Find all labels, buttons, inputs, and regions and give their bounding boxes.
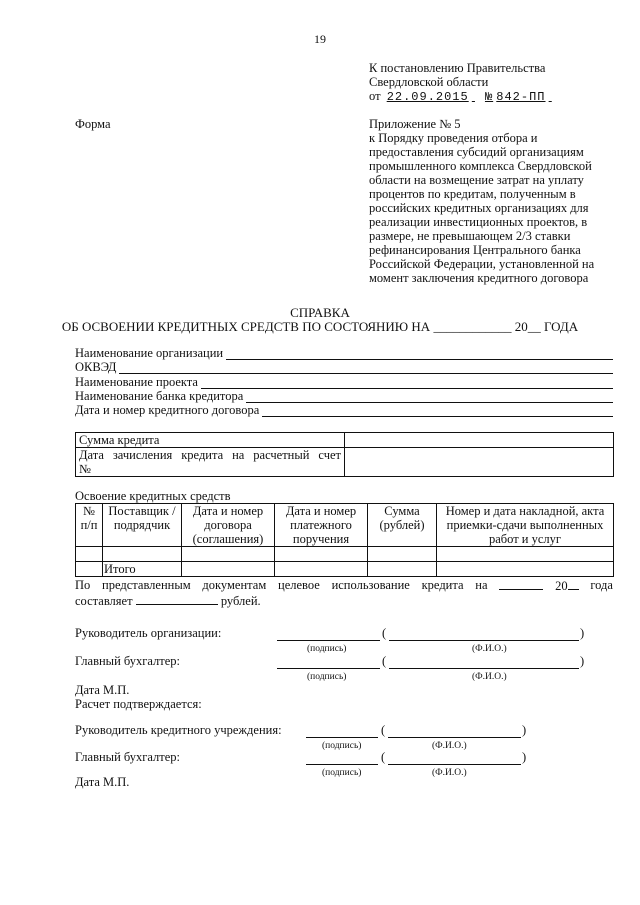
bank-head-signature-line[interactable] xyxy=(306,736,378,738)
chief-accountant-label: Главный бухгалтер: xyxy=(75,654,181,668)
decree-line-2: Свердловской области xyxy=(369,75,489,89)
bank-head-label: Руководитель кредитного учреждения: xyxy=(75,723,282,737)
table-cell[interactable] xyxy=(437,562,614,577)
credit-date-value[interactable] xyxy=(345,448,614,477)
org-head-label: Руководитель организации: xyxy=(75,626,222,640)
statement-word: представленным xyxy=(102,578,191,592)
date-stamp: Дата М.П. xyxy=(75,683,130,697)
appendix-line: процентов по кредитам, полученным в xyxy=(369,187,576,201)
header-contract xyxy=(182,504,275,547)
header-text: (соглашения) xyxy=(192,532,264,546)
org-head-signature-line[interactable] xyxy=(277,639,380,641)
chief-accountant-name-line[interactable] xyxy=(389,667,579,669)
project-name-label: Наименование проекта xyxy=(75,375,198,389)
signature-caption: (подпись) xyxy=(322,741,362,751)
statement-date-blank[interactable] xyxy=(499,578,543,590)
statement-year xyxy=(555,578,579,593)
contract-label: Дата и номер кредитного договора xyxy=(75,403,260,417)
name-caption: (Ф.И.О.) xyxy=(472,644,507,654)
form-label: Форма xyxy=(75,117,111,131)
decree-number-label: № xyxy=(484,90,494,104)
statement-word: По xyxy=(75,578,91,592)
header-text: Дата и номер xyxy=(285,504,357,518)
contract-field[interactable] xyxy=(75,403,613,417)
okved-line[interactable] xyxy=(119,362,613,374)
header-payment-order xyxy=(275,504,368,547)
year-prefix: 20 xyxy=(555,579,568,593)
paren-open: ( xyxy=(382,654,387,668)
credit-date-word: счет xyxy=(318,448,341,462)
paren-close: ) xyxy=(580,626,585,640)
appendix-block xyxy=(369,117,613,285)
appendix-line: области на возмещение затрат на уплату xyxy=(369,173,584,187)
credit-date-word: кредита xyxy=(181,448,224,462)
bank-name-field[interactable] xyxy=(75,389,613,403)
table-row xyxy=(76,433,614,448)
usage-table xyxy=(75,503,614,577)
appendix-line: момент заключения кредитного договора xyxy=(369,271,589,285)
name-caption: (Ф.И.О.) xyxy=(432,768,467,778)
table-header-row xyxy=(76,504,614,547)
usage-heading-text: Освоение кредитных средств xyxy=(75,489,231,503)
statement-line-1 xyxy=(75,578,613,593)
appendix-line: предоставления субсидий организациям xyxy=(369,145,584,159)
header-text: п/п xyxy=(80,518,98,532)
confirmation-label: Расчет подтверждается: xyxy=(75,697,202,711)
name-caption: (Ф.И.О.) xyxy=(432,741,467,751)
decree-from-label: от xyxy=(369,89,381,103)
table-row-total xyxy=(76,562,614,577)
table-row xyxy=(76,448,614,477)
statement-word: документам xyxy=(202,578,267,592)
table-cell[interactable] xyxy=(275,547,368,562)
decree-number: 842-ПП xyxy=(496,90,546,104)
header-text: договора xyxy=(204,518,252,532)
decree-line-1: К постановлению Правительства xyxy=(369,61,546,75)
statement-word: использование xyxy=(331,578,410,592)
paren-open: ( xyxy=(381,723,386,737)
bank-name-line[interactable] xyxy=(246,391,613,403)
decree-date: 22.09.2015 xyxy=(386,90,469,104)
decree-end-line xyxy=(549,89,557,103)
credit-table xyxy=(75,432,614,477)
signature-caption: (подпись) xyxy=(307,672,347,682)
header-invoice xyxy=(437,504,614,547)
org-name-line[interactable] xyxy=(226,348,613,360)
appendix-line: Российской Федерации, установленной на xyxy=(369,257,595,271)
credit-date-word: зачисления xyxy=(112,448,173,462)
header-text: Поставщик / xyxy=(108,504,176,518)
statement-line-2 xyxy=(75,593,261,608)
table-cell[interactable] xyxy=(275,562,368,577)
statement-word: составляет xyxy=(75,594,133,608)
header-text: поручения xyxy=(292,532,350,546)
table-cell[interactable] xyxy=(437,547,614,562)
table-cell xyxy=(76,562,103,577)
appendix-line: размере, не превышающем 2/3 ставки xyxy=(369,229,571,243)
statement-word: целевое xyxy=(278,578,320,592)
credit-date-word: Дата xyxy=(79,448,104,462)
table-cell[interactable] xyxy=(182,547,275,562)
chief-accountant-2-label: Главный бухгалтер: xyxy=(75,750,181,764)
header-text: платежного xyxy=(290,518,352,532)
header-supplier xyxy=(103,504,182,547)
table-cell[interactable] xyxy=(182,562,275,577)
okved-field[interactable] xyxy=(75,360,613,374)
project-name-field[interactable] xyxy=(75,375,613,389)
project-name-line[interactable] xyxy=(201,377,613,389)
header-text: подрядчик xyxy=(113,518,171,532)
signature-caption: (подпись) xyxy=(322,768,362,778)
page-number: 19 xyxy=(314,32,326,46)
paren-open: ( xyxy=(381,750,386,764)
appendix-line: российских кредитных организациях для xyxy=(369,201,589,215)
appendix-line: реализации инвестиционных проектов, в xyxy=(369,215,588,229)
document-title: СПРАВКА xyxy=(290,305,350,320)
statement-word: кредита xyxy=(421,578,464,592)
header-text: Сумма xyxy=(384,504,420,518)
paren-open: ( xyxy=(382,626,387,640)
statement-word: года xyxy=(590,578,613,592)
decree-gap-line xyxy=(472,89,482,103)
statement-amount-blank[interactable] xyxy=(136,593,218,605)
paren-close: ) xyxy=(522,750,527,764)
header-text: Дата и номер xyxy=(192,504,264,518)
statement-word: на xyxy=(475,578,488,592)
header-text: Номер и дата накладной, акта xyxy=(445,504,605,518)
header-number xyxy=(76,504,103,547)
credit-date-text xyxy=(79,448,341,462)
year-blank[interactable] xyxy=(568,578,579,590)
bank-head-name-line[interactable] xyxy=(388,736,521,738)
header-text: приемки-сдачи выполненных xyxy=(446,518,604,532)
appendix-line: к Порядку проведения отбора и xyxy=(369,131,538,145)
credit-date-word: расчетный xyxy=(253,448,310,462)
total-label: Итого xyxy=(103,562,182,577)
org-name-field[interactable] xyxy=(75,346,613,360)
org-name-label: Наименование организации xyxy=(75,346,224,360)
table-cell[interactable] xyxy=(76,547,103,562)
header-text: (рублей) xyxy=(379,518,425,532)
appendix-line: Приложение № 5 xyxy=(369,117,461,131)
credit-amount-label: Сумма кредита xyxy=(76,433,345,448)
table-cell[interactable] xyxy=(368,562,437,577)
table-row xyxy=(76,547,614,562)
statement-word: рублей. xyxy=(220,594,261,608)
name-caption: (Ф.И.О.) xyxy=(472,672,507,682)
chief-accountant-2-name-line[interactable] xyxy=(388,763,521,765)
header-sum xyxy=(368,504,437,547)
document-subtitle: ОБ ОСВОЕНИИ КРЕДИТНЫХ СРЕДСТВ ПО СОСТОЯНИЮ НА ____________ 20__ ГОДА xyxy=(61,319,579,334)
credit-date-label xyxy=(76,448,345,477)
chief-accountant-2-signature-line[interactable] xyxy=(306,763,378,765)
okved-label: ОКВЭД xyxy=(75,360,117,374)
account-number-sign: № xyxy=(79,462,91,476)
credit-amount-value[interactable] xyxy=(345,433,614,448)
paren-close: ) xyxy=(580,654,585,668)
chief-accountant-signature-line[interactable] xyxy=(277,667,380,669)
credit-date-word: на xyxy=(232,448,245,462)
appendix-line: промышленного комплекса Свердловской xyxy=(369,159,592,173)
header-text: № xyxy=(83,504,95,518)
paren-close: ) xyxy=(522,723,527,737)
org-head-name-line[interactable] xyxy=(389,639,579,641)
date-stamp-2: Дата М.П. xyxy=(75,775,130,789)
signature-caption: (подпись) xyxy=(307,644,347,654)
header-text: работ и услуг xyxy=(488,532,562,546)
table-cell[interactable] xyxy=(368,547,437,562)
table-cell[interactable] xyxy=(103,547,182,562)
decree-date-line xyxy=(369,89,557,104)
contract-line[interactable] xyxy=(262,405,613,417)
bank-name-label: Наименование банка кредитора xyxy=(75,389,244,403)
appendix-line: рефинансирования Центрального банка xyxy=(369,243,581,257)
